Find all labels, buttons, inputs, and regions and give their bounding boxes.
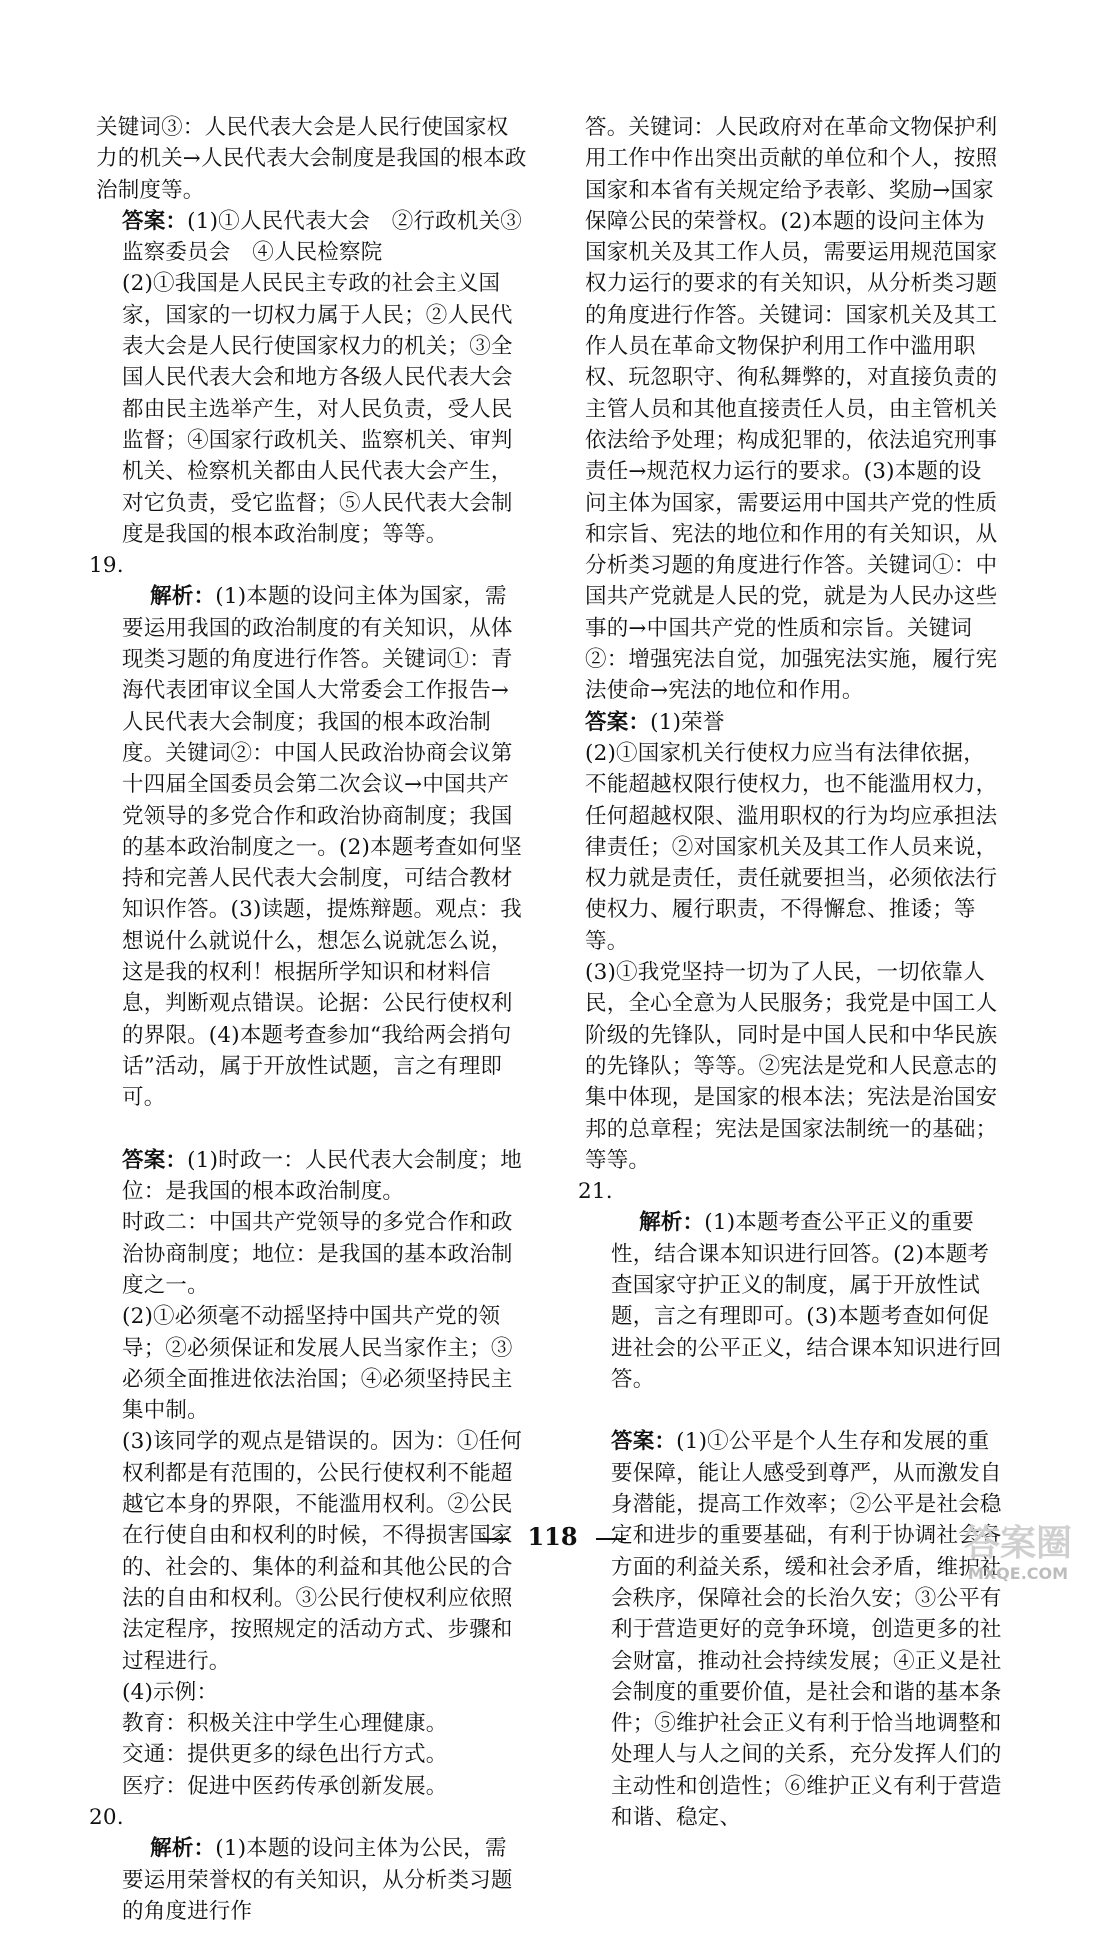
watermark-url: MXQE.COM	[967, 1564, 1069, 1583]
page-number-text: 118	[527, 1522, 578, 1551]
right-column	[578, 112, 1003, 1833]
page-number	[0, 1522, 1105, 1551]
analysis-text: (1)本题的设问主体为国家，需要运用我国的政治制度的有关知识，从体现类习题的角度进行作答。关键词①：青海代表团审议全国人大常委会工作报告→人民代表大会制度；我国的根本政治制度。关键词②：中国人民政治协商会议第十四届全国委员会第二次会议→中国共产党领导的多党合作和政治协商制度；我国的基本政治制度之一。(2)本题考查如何坚持和完善人民代表大会制度，可结合教材知识作答。(3)读题，提炼辩题。观点：我想说什么就说什么，想怎么说就怎么说，这是我的权利！根据所学知识和材料信息，判断观点错误。论据：公民行使权利的界限。(4)本题考查参加“我给两会捎句话”活动，属于开放性试题，言之有理即可。	[122, 584, 522, 1111]
answer-text: (1)①公平是个人生存和发展的重要保障，能让人感受到尊严，从而激发自身潜能，提高工作效率；②公平是社会稳定和进步的重要基础，有利于协调社会各方面的利益关系，缓和社会矛盾，维护社会秩序，保障社会的长治久安；③公平有利于营造更好的竞争环境，创造更多的社会财富，推动社会持续发展；④正义是社会制度的重要价值，是社会和谐的基本条件；⑤维护社会正义有利于恰当地调整和处理人与人之间的关系，充分发挥人们的主动性和创造性；⑥维护正义有利于营造和谐、稳定、	[611, 1429, 1002, 1831]
answer-20-part3: (3)①我党坚持一切为了人民，一切依靠人民，全心全意为人民服务；我党是中国工人阶级的先锋队，同时是中国人民和中华民族的先锋队；等等。②宪法是党和人民意志的集中体现，是国家的根本法；宪法是治国安邦的总章程；宪法是国家法制统一的基础；等等。	[585, 960, 998, 1173]
answer-20-part1	[585, 707, 1003, 738]
analysis-label: 解析：	[639, 1210, 705, 1236]
watermark-title: 答案圈	[963, 1523, 1072, 1564]
answer-label: 答案：	[585, 709, 651, 735]
watermark-logo	[943, 1524, 1093, 1590]
left-column	[89, 112, 528, 1959]
page-number-dash-left	[479, 1538, 509, 1540]
page-number-dash-right	[596, 1538, 626, 1540]
answer-label: 答案：	[122, 1147, 188, 1173]
answer-21	[585, 1426, 1003, 1833]
analysis-text: (1)本题考查公平正义的重要性，结合课本知识进行回答。(2)本题考查国家守护正义的制度，属于开放性试题，言之有理即可。(3)本题考查如何促进社会的公平正义，结合课本知识进行回答。	[611, 1210, 1002, 1392]
answer-19-part3: (3)该同学的观点是错误的。因为：①任何权利都是有范围的，公民行使权利不能超越它本身的界限，不能滥用权利。②公民在行使自由和权利的时候，不得损害国家的、社会的、集体的利益和其他公民的合法的自由和权利。③公民行使权利应依照法定程序，按照规定的活动方式、步骤和过程进行。	[122, 1429, 522, 1674]
answer-text: (1)时政一：人民代表大会制度；地位：是我国的根本政治制度。	[122, 1147, 522, 1205]
question-19-analysis	[89, 550, 528, 1145]
answer-18-part1	[96, 206, 528, 269]
analysis-label: 解析：	[150, 1836, 216, 1862]
answer-19-part1	[96, 1145, 528, 1208]
answer-text: (1)①人民代表大会 ②行政机关③监察委员会 ④人民检察院	[122, 208, 522, 266]
paragraph-keyword3: 关键词③：人民代表大会是人民行使国家权力的机关→人民代表大会制度是我国的根本政治制度等。	[96, 115, 527, 203]
answer-label: 答案：	[611, 1429, 677, 1455]
answer-19-part4: (4)示例：	[122, 1679, 219, 1705]
answer-19-example-transport: 交通：提供更多的绿色出行方式。	[122, 1742, 448, 1768]
answer-19-part1b: 时政二：中国共产党领导的多党合作和政治协商制度；地位：是我国的基本政治制度之一。	[122, 1210, 513, 1298]
answer-18-part2: (2)①我国是人民民主专政的社会主义国家，国家的一切权力属于人民；②人民代表大会是人民行使国家权力的机关；③全国人民代表大会和地方各级人民代表大会都由民主选举产生，对人民负责，受人民监督；④国家行政机关、监察机关、审判机关、检察机关都由人民代表大会产生，对它负责，受它监督；⑤人民代表大会制度是我国的根本政治制度；等等。	[122, 271, 513, 547]
question-21-analysis	[578, 1176, 1003, 1426]
answer-20-part2: (2)①国家机关行使权力应当有法律依据，不能超越权限行使权力，也不能滥用权力，任何超越权限、滥用职权的行为均应承担法律责任；②对国家机关及其工作人员来说，权力就是责任，责任就要担当，必须依法行使权力、履行职责，不得懈怠、推诿；等等。	[585, 740, 998, 954]
analysis-label: 解析：	[150, 584, 216, 610]
answer-text: (1)荣誉	[650, 709, 725, 735]
question-number: 20.	[89, 1805, 124, 1831]
question-20-analysis-cont: 答。关键词：人民政府对在革命文物保护利用工作中作出突出贡献的单位和个人，按照国家和本省有关规定给予表彰、奖励→国家保障公民的荣誉权。(2)本题的设问主体为国家机关及其工作人员，需要运用规范国家权力运行的要求的有关知识，从分析类习题的角度进行作答。关键词：国家机关及其工作人员在革命文物保护利用工作中滥用职权、玩忽职守、徇私舞弊的，对直接负责的主管人员和其他直接责任人员，由主管机关依法给予处理；构成犯罪的，依法追究刑事责任→规范权力运行的要求。(3)本题的设问主体为国家，需要运用中国共产党的性质和宗旨、宪法的地位和作用的有关知识，从分析类习题的角度进行作答。关键词①：中国共产党就是人民的党，就是为人民办这些事的→中国共产党的性质和宗旨。关键词②：增强宪法自觉，加强宪法实施，履行宪法使命→宪法的地位和作用。	[585, 115, 998, 704]
analysis-text: (1)本题的设问主体为公民，需要运用荣誉权的有关知识，从分析类习题的角度进行作	[122, 1836, 513, 1924]
question-20-analysis	[89, 1802, 528, 1958]
answer-19-part2: (2)①必须毫不动摇坚持中国共产党的领导；②必须保证和发展人民当家作主；③必须全面推进依法治国；④必须坚持民主集中制。	[122, 1304, 513, 1424]
question-number: 21.	[578, 1179, 613, 1205]
question-number: 19.	[89, 553, 124, 579]
answer-19-example-education: 教育：积极关注中学生心理健康。	[122, 1711, 448, 1737]
answer-19-example-medical: 医疗：促进中医药传承创新发展。	[122, 1773, 448, 1799]
answer-label: 答案：	[122, 208, 188, 234]
